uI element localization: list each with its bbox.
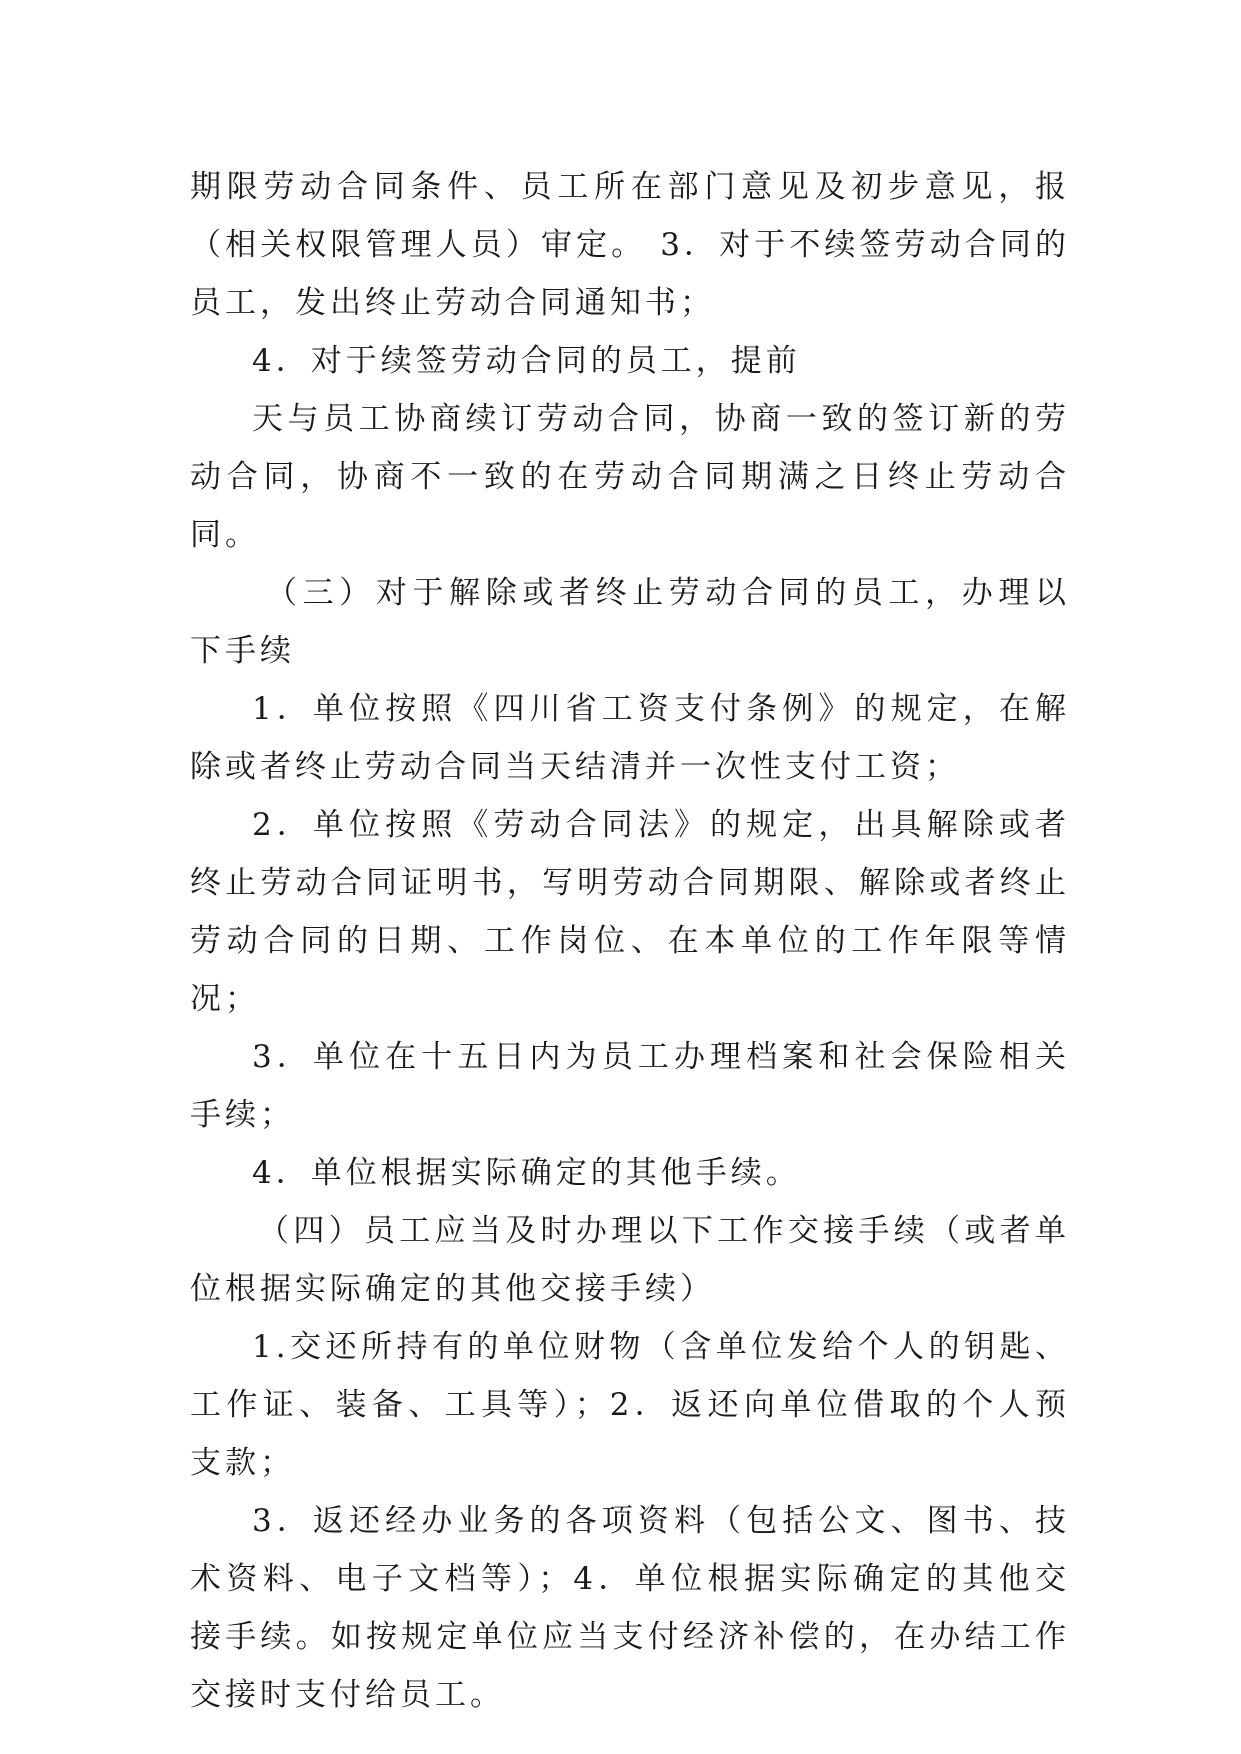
paragraph-archives-insurance: 3．单位在十五日内为员工办理档案和社会保险相关手续； bbox=[190, 1039, 1070, 1133]
paragraph-wage-payment: 1．单位按照《四川省工资支付条例》的规定，在解除或者终止劳动合同当天结清并一次性支付工资； bbox=[190, 691, 1070, 785]
section-heading-handover: （四）员工应当及时办理以下工作交接手续（或者单位根据实际确定的其他交接手续） bbox=[190, 1213, 1070, 1307]
paragraph-renewal-notice: 4．对于续签劳动合同的员工，提前 bbox=[252, 343, 801, 379]
section-heading-termination: （三）对于解除或者终止劳动合同的员工，办理以下手续 bbox=[190, 575, 1070, 669]
paragraph-renewal-negotiation: 天与员工协商续订劳动合同，协商一致的签订新的劳动合同，协商不一致的在劳动合同期满之日终止劳动合同。 bbox=[190, 401, 1070, 553]
paragraph-return-property: 1.交还所持有的单位财物（含单位发给个人的钥匙、工作证、装备、工具等）；2．返还向单位借取的个人预支款； bbox=[190, 1329, 1070, 1481]
document-body bbox=[190, 158, 1070, 1724]
paragraph-termination-certificate: 2．单位按照《劳动合同法》的规定，出具解除或者终止劳动合同证明书，写明劳动合同期限、解除或者终止劳动合同的日期、工作岗位、在本单位的工作年限等情况； bbox=[190, 807, 1070, 1017]
paragraph-contract-review: 期限劳动合同条件、员工所在部门意见及初步意见，报（相关权限管理人员）审定。 3．对于不续签劳动合同的员工，发出终止劳动合同通知书； bbox=[190, 169, 1070, 321]
paragraph-return-materials: 3．返还经办业务的各项资料（包括公文、图书、技术资料、电子文档等）；4．单位根据实际确定的其他交接手续。如按规定单位应当支付经济补偿的，在办结工作交接时支付给员工。 bbox=[190, 1503, 1070, 1713]
paragraph-other-procedures: 4．单位根据实际确定的其他手续。 bbox=[252, 1155, 801, 1191]
